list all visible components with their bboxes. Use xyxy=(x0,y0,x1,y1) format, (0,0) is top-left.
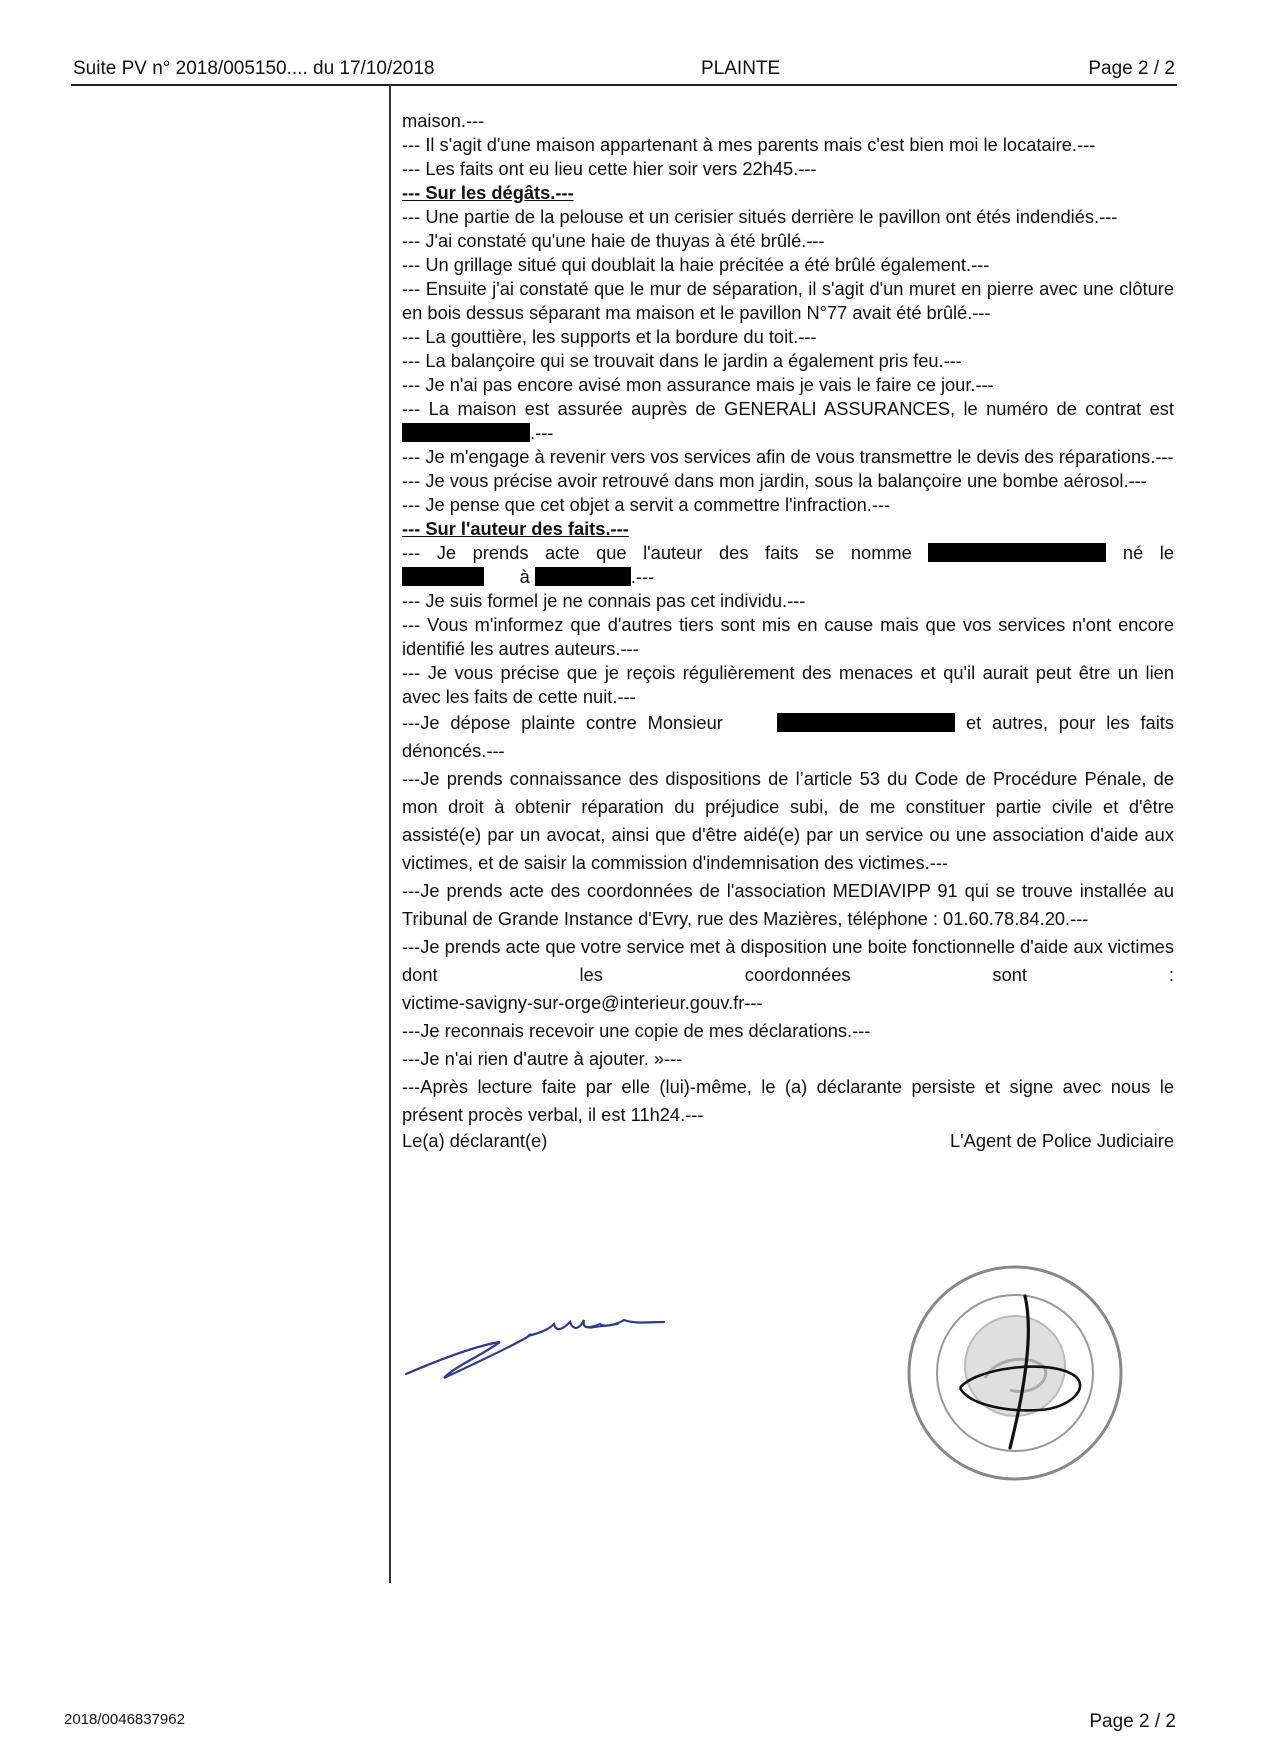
text-span: --- La maison est assurée auprès de GENERALI ASSURANCES, le numéro de contrat est xyxy=(402,398,1174,419)
text-line: --- Je m'engage à revenir vers vos services afin de vous transmettre le devis des réparations.--- xyxy=(402,446,1174,467)
text-line xyxy=(402,565,1174,589)
text-line: --- Je pense que cet objet a servit a commettre l'infraction.--- xyxy=(402,494,891,515)
signature-labels xyxy=(402,1129,1174,1155)
text-line: victime-savigny-sur-orge@interieur.gouv.fr--- xyxy=(402,992,763,1013)
header-rule xyxy=(71,84,1177,86)
declarant-label: Le(a) déclarant(e) xyxy=(402,1130,548,1151)
pv-reference: Suite PV n° 2018/005150.... du 17/10/2018 xyxy=(73,58,435,79)
text-line: maison.--- xyxy=(402,110,485,131)
text-line: ---Je prends acte des coordonnées de l'association MEDIAVIPP 91 qui se trouve installée au Tribunal de Grande Instance d'Evry, rue des Mazières, téléphone : 01.60.78.84.20.--- xyxy=(402,880,1174,929)
margin-rule xyxy=(389,84,391,1583)
text-line: ---Je prends acte que votre service met à disposition une boite fonctionnelle d'aide aux victimes dont les coordonnées sont : xyxy=(402,936,1174,985)
text-line: --- Ensuite j'ai constaté que le mur de séparation, il s'agit d'un muret en pierre avec une clôture en bois dessus séparant ma maison et le pavillon N°77 avait été brûlé.--- xyxy=(402,278,1174,323)
text-span: ---Je dépose plainte contre Monsieur xyxy=(402,712,723,733)
text-line: --- Je suis formel je ne connais pas cet individu.--- xyxy=(402,590,806,611)
text-span: à xyxy=(519,566,530,587)
text-line: --- Il s'agit d'une maison appartenant à mes parents mais c'est bien moi le locataire.--- xyxy=(402,134,1096,155)
redaction-block xyxy=(402,423,530,442)
document-id: 2018/0046837962 xyxy=(64,1711,185,1728)
text-line: --- Je vous précise que je reçois régulièrement des menaces et qu'il aurait peut être un lien avec les faits de cette nuit.--- xyxy=(402,662,1174,707)
redaction-block xyxy=(402,567,484,586)
redaction-block xyxy=(535,567,631,586)
police-stamp xyxy=(900,1258,1130,1488)
text-line: --- Les faits ont eu lieu cette hier soir vers 22h45.--- xyxy=(402,158,817,179)
text-line xyxy=(402,541,1174,565)
text-line xyxy=(402,709,1174,765)
text-line: --- Je vous précise avoir retrouvé dans mon jardin, sous la balançoire une bombe aérosol.--- xyxy=(402,470,1147,491)
text-line: ---Je n'ai rien d'autre à ajouter. »--- xyxy=(402,1048,683,1069)
page-footer xyxy=(64,1711,1176,1735)
page-number-bottom: Page 2 / 2 xyxy=(1089,1711,1176,1732)
text-span: né le xyxy=(1122,542,1174,563)
page-header xyxy=(73,58,1175,84)
text-line: ---Après lecture faite par elle (lui)-même, le (a) déclarante persiste et signe avec nous le présent procès verbal, il est 11h24.--- xyxy=(402,1076,1174,1125)
redaction-block xyxy=(777,713,955,732)
text-line: --- Un grillage situé qui doublait la haie précitée a été brûlé également.--- xyxy=(402,254,990,275)
page-number-top: Page 2 / 2 xyxy=(1088,58,1175,79)
text-line xyxy=(402,397,1174,445)
text-span: .--- xyxy=(630,566,655,587)
section-heading-degats: --- Sur les dégâts.--- xyxy=(402,182,574,203)
text-line: --- Une partie de la pelouse et un cerisier situés derrière le pavillon ont étés indendiés.--- xyxy=(402,206,1118,227)
agent-label: L'Agent de Police Judiciaire xyxy=(949,1130,1174,1151)
text-line: ---Je prends connaissance des dispositions de l’article 53 du Code de Procédure Pénale, de mon droit à obtenir réparation du préjudice subi, de me constituer partie civile et d'être assisté(e) par un avocat, ainsi que d'être aidé(e) par un service ou une association d'aide aux victimes, et de saisir la commission d'indemnisation des victimes.--- xyxy=(402,768,1174,873)
text-line: ---Je reconnais recevoir une copie de mes déclarations.--- xyxy=(402,1020,871,1041)
redaction-block xyxy=(928,543,1106,562)
text-span: et autres, pour les faits dénoncés.--- xyxy=(402,712,1174,761)
text-line: --- La balançoire qui se trouvait dans le jardin a également pris feu.--- xyxy=(402,350,962,371)
text-line: --- Je n'ai pas encore avisé mon assurance mais je vais le faire ce jour.--- xyxy=(402,374,994,395)
text-line: --- La gouttière, les supports et la bordure du toit.--- xyxy=(402,326,817,347)
text-line: --- J'ai constaté qu'une haie de thuyas à été brûlé.--- xyxy=(402,230,825,251)
declarant-signature xyxy=(404,1302,674,1382)
text-span: .--- xyxy=(530,422,554,443)
text-span: --- Je prends acte que l'auteur des faits se nomme xyxy=(402,542,912,563)
text-line: --- Vous m'informez que d'autres tiers sont mis en cause mais que vos services n'ont encore identifié les autres auteurs.--- xyxy=(402,614,1174,659)
document-type: PLAINTE xyxy=(701,58,781,79)
complaint-body xyxy=(402,109,1174,1155)
section-heading-auteur: --- Sur l'auteur des faits.--- xyxy=(402,518,629,539)
